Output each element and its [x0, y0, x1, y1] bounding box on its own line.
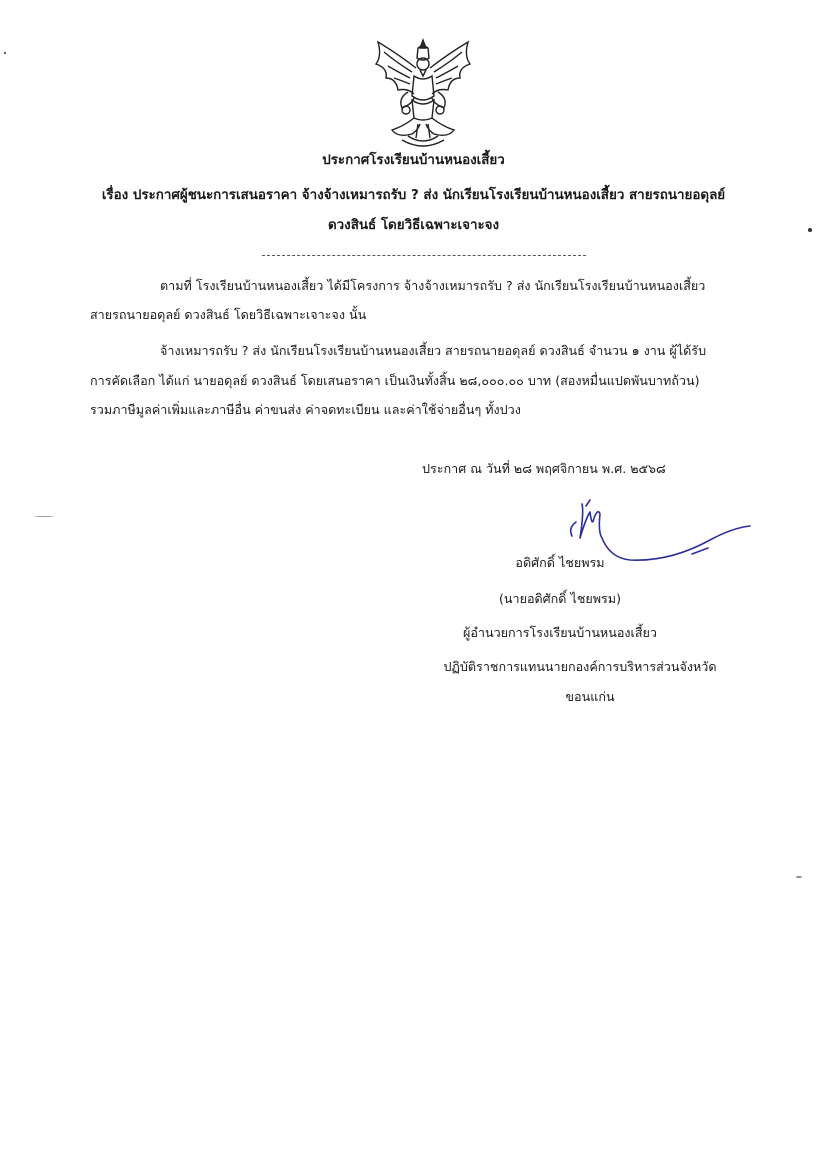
announcement-heading: ประกาศโรงเรียนบ้านหนองเสี้ยว	[322, 153, 505, 168]
announcement-subject-line-2: ดวงสินธ์ โดยวิธีเฉพาะเจาะจง	[327, 218, 500, 233]
garuda-emblem-icon	[368, 34, 478, 152]
scan-speck	[34, 516, 54, 517]
signatory-signed-name: อดิศักดิ์ ไชยพรม	[515, 555, 605, 570]
scan-speck	[796, 876, 802, 878]
paragraph-2-line-3: รวมภาษีมูลค่าเพิ่มและภาษีอื่น ค่าขนส่ง ค่าจดทะเบียน และค่าใช้จ่ายอื่นๆ ทั้งปวง	[90, 402, 521, 417]
signatory-position-1: ผู้อำนวยการโรงเรียนบ้านหนองเสี้ยว	[462, 625, 657, 640]
heading-divider	[262, 255, 586, 256]
paragraph-1-line-2: สายรถนายอดุลย์ ดวงสินธ์ โดยวิธีเฉพาะเจาะจง นั้น	[90, 307, 367, 322]
scan-speck	[808, 228, 812, 232]
signatory-position-3: ขอนแก่น	[565, 689, 615, 704]
announcement-date: ประกาศ ณ วันที่ ๒๘ พฤศจิกายน พ.ศ. ๒๕๖๘	[422, 461, 666, 476]
signatory-full-name: (นายอดิศักดิ์ ไชยพรม)	[498, 591, 622, 606]
announcement-subject-line-1: เรื่อง ประกาศผู้ชนะการเสนอราคา จ้างจ้างเหมารถรับ ? ส่ง นักเรียนโรงเรียนบ้านหนองเสี้ยว สายรถนายอดุลย์	[101, 188, 726, 203]
paragraph-2-line-2: การคัดเลือก ได้แก่ นายอดุลย์ ดวงสินธ์ โดยเสนอราคา เป็นเงินทั้งสิ้น ๒๘,๐๐๐.๐๐ บาท (สองหมื่นแปดพันบาทถ้วน)	[90, 373, 700, 388]
signatory-position-2: ปฏิบัติราชการแทนนายกองค์การบริหารส่วนจังหวัด	[443, 659, 717, 674]
paragraph-2-line-1: จ้างเหมารถรับ ? ส่ง นักเรียนโรงเรียนบ้านหนองเสี้ยว สายรถนายอดุลย์ ดวงสินธ์ จำนวน ๑ งาน ผู้ได้รับ	[160, 343, 707, 358]
scan-speck	[4, 52, 6, 54]
paragraph-1-line-1: ตามที่ โรงเรียนบ้านหนองเสี้ยว ได้มีโครงการ จ้างจ้างเหมารถรับ ? ส่ง นักเรียนโรงเรียนบ้านหนองเสี้ยว	[160, 278, 706, 293]
